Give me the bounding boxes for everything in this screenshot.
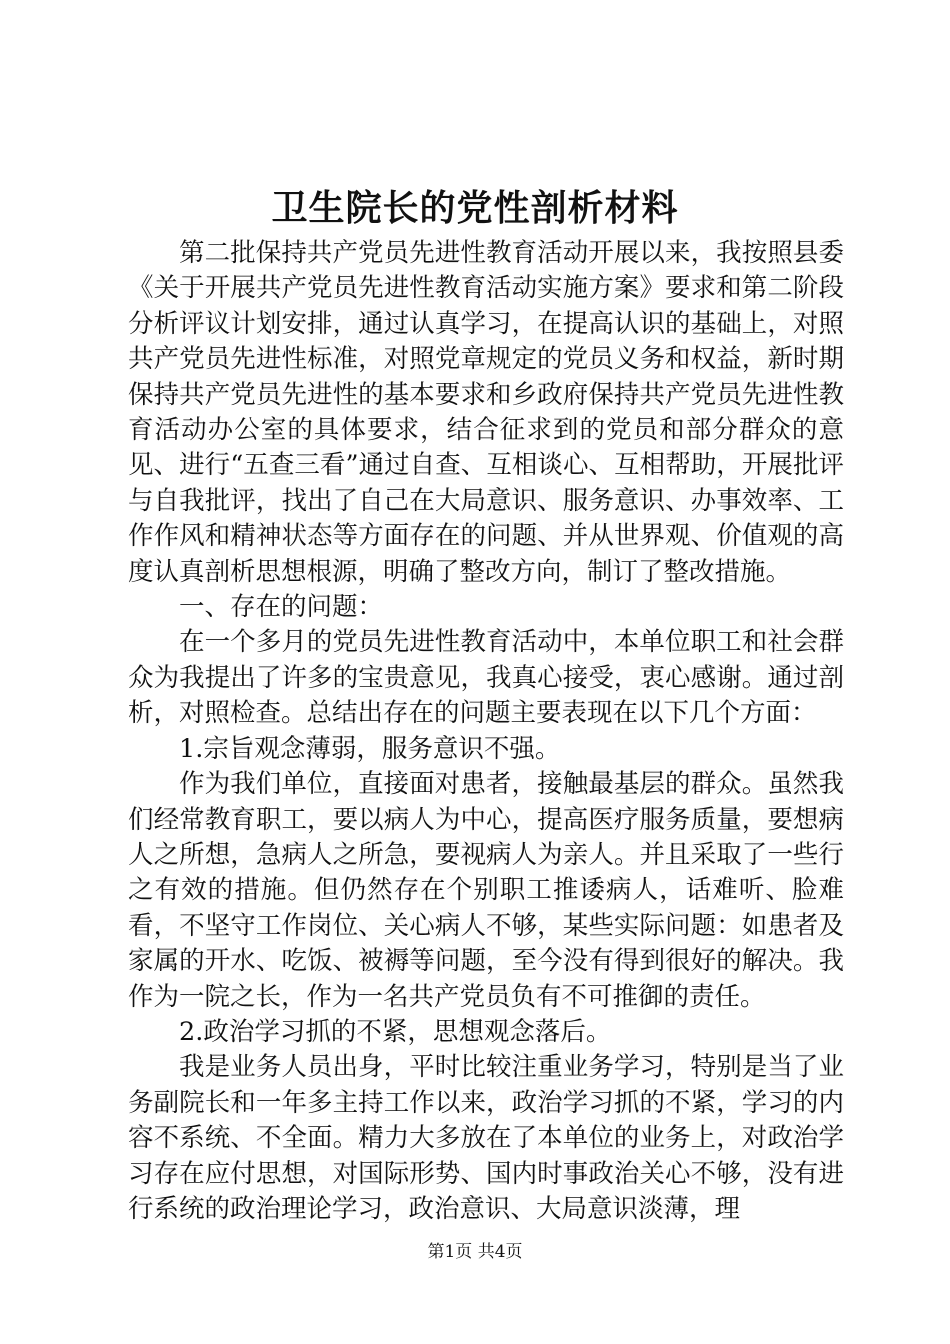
paragraph-problems-intro: 在一个多月的党员先进性教育活动中，本单位职工和社会群众为我提出了许多的宝贵意见，我真心接受，衷心感谢。通过剖析，对照检查。总结出存在的问题主要表现在以下几个方面：	[128, 627, 844, 729]
section-heading-problems: 一、存在的问题：	[179, 592, 384, 623]
document-body	[128, 236, 844, 1227]
subheading-2: 2.政治学习抓的不紧，思想观念落后。	[179, 1016, 612, 1047]
paragraph-political-study: 我是业务人员出身，平时比较注重业务学习，特别是当了业务副院长和一年多主持工作以来，政治学习抓的不紧，学习的内容不系统、不全面。精力大多放在了本单位的业务上，对政治学习存在应付思想，对国际形势、国内时事政治关心不够，没有进行系统的政治理论学习，政治意识、大局意识淡薄，理	[128, 1052, 844, 1224]
subheading-1: 1.宗旨观念薄弱，服务意识不强。	[179, 733, 561, 764]
paragraph-intro: 第二批保持共产党员先进性教育活动开展以来，我按照县委《关于开展共产党员先进性教育活动实施方案》要求和第二阶段分析评议计划安排，通过认真学习，在提高认识的基础上，对照共产党员先进性标准，对照党章规定的党员义务和权益，新时期保持共产党员先进性的基本要求和乡政府保持共产党员先进性教育活动办公室的具体要求，结合征求到的党员和部分群众的意见、进行“五查三看”通过自查、互相谈心、互相帮助，开展批评与自我批评，找出了自己在大局意识、服务意识、办事效率、工作作风和精神状态等方面存在的问题、并从世界观、价值观的高度认真剖析思想根源，明确了整改方向，制订了整改措施。	[128, 238, 844, 587]
paragraph-service-awareness: 作为我们单位，直接面对患者，接触最基层的群众。虽然我们经常教育职工，要以病人为中心，提高医疗服务质量，要想病人之所想，急病人之所急，要视病人为亲人。并且采取了一些行之有效的措施。但仍然存在个别职工推诿病人，话难听、脸难看，不坚守工作岗位、关心病人不够，某些实际问题：如患者及家属的开水、吃饭、被褥等问题，至今没有得到很好的解决。我作为一院之长，作为一名共产党员负有不可推御的责任。	[128, 769, 844, 1012]
page-number-footer: 第1页 共4页	[427, 1242, 523, 1262]
document-title: 卫生院长的党性剖析材料	[271, 187, 679, 229]
